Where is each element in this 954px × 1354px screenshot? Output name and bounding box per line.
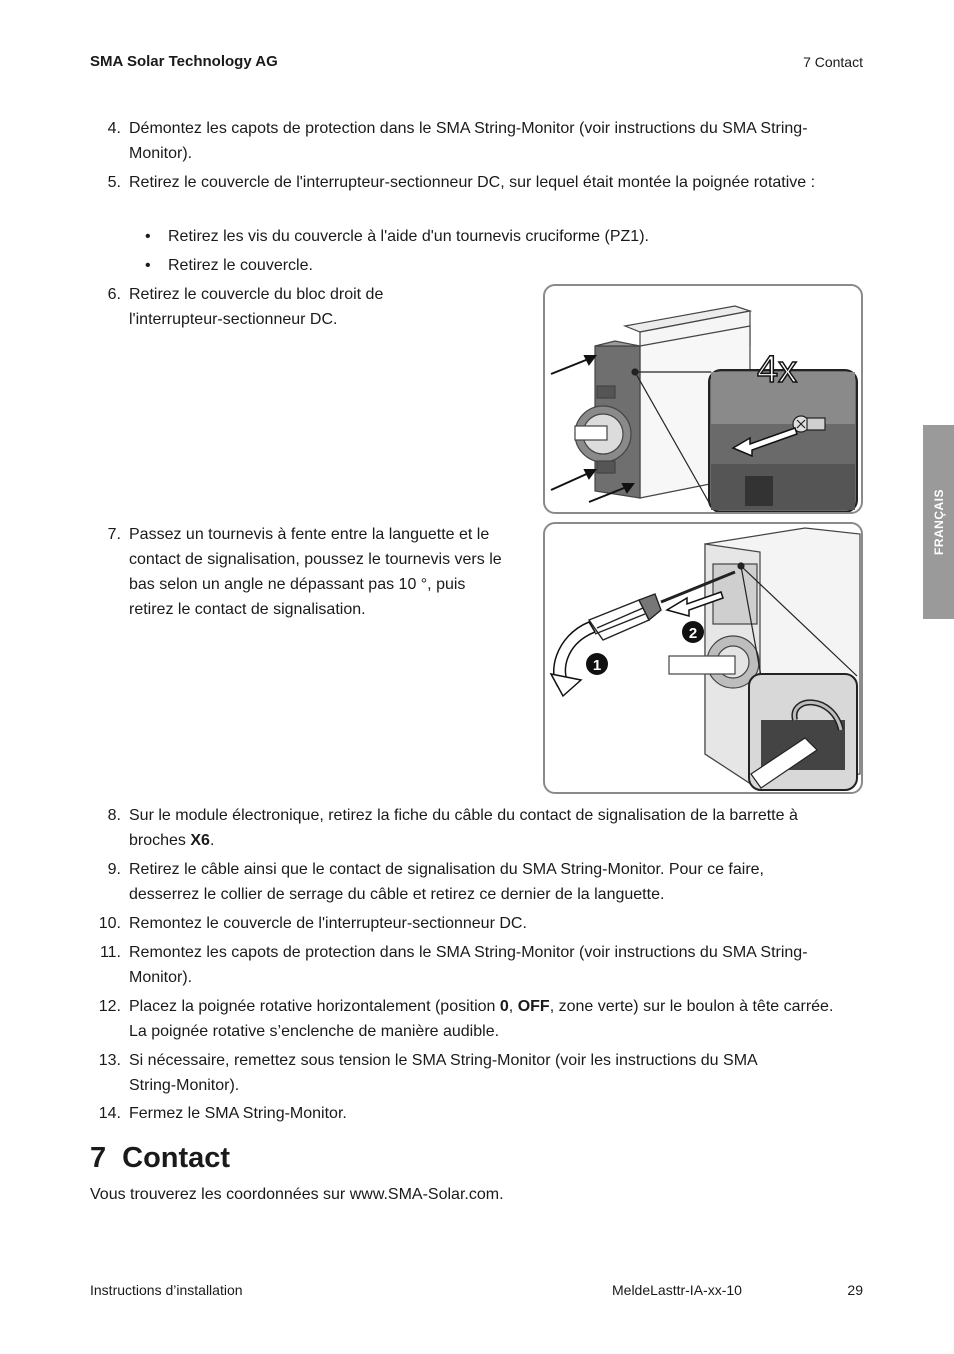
- step-5: [107, 170, 819, 195]
- step-text: Passez un tournevis à fente entre la languette et le contact de signalisation, poussez le tournevis vers le bas selon un angle ne dépassant pas 10 °, puis retirez le contact de signalisation.: [129, 526, 502, 618]
- section-title: Contact: [122, 1142, 231, 1174]
- step-text: Fermez le SMA String-Monitor.: [129, 1105, 347, 1122]
- step-text: Retirez le couvercle de l'interrupteur-sectionneur DC, sur lequel était montée la poignée rotative :: [129, 174, 816, 191]
- step-6: [107, 282, 429, 332]
- step-13: [98, 1048, 779, 1098]
- step-number: 4.: [107, 120, 121, 137]
- footer-doc-type: Instructions d’installation: [90, 1282, 243, 1298]
- bullet-text: Retirez les vis du couvercle à l'aide d'un tournevis cruciforme (PZ1).: [168, 228, 649, 245]
- step-12: [98, 994, 854, 1044]
- figure-signal-contact: [543, 522, 863, 794]
- step-text: , zone verte) sur le boulon à tête carrée. La poignée rotative s’enclenche de manière audible.: [129, 998, 834, 1040]
- figure-cover-removal: [543, 284, 863, 514]
- step-number: 12.: [98, 998, 121, 1015]
- step-11: [99, 940, 829, 990]
- language-tab: [923, 425, 954, 619]
- footer-doc-id: MeldeLasttr-IA-xx-10: [612, 1282, 742, 1298]
- pin-header-label: X6: [190, 832, 210, 849]
- marker-2-label: 2: [688, 625, 698, 642]
- step-text: Remontez le couvercle de l'interrupteur-sectionneur DC.: [129, 915, 527, 932]
- step-14: [98, 1101, 829, 1126]
- step-number: 9.: [107, 861, 121, 878]
- figure-signal-contact-drawing: [545, 524, 861, 792]
- section-heading: [90, 1142, 230, 1175]
- step-9: [107, 857, 834, 907]
- marker-1-label: 1: [592, 657, 602, 674]
- step-number: 6.: [107, 286, 121, 303]
- bullet-text: Retirez le couvercle.: [168, 257, 313, 274]
- step-10: [98, 911, 829, 936]
- step-7: [107, 522, 509, 622]
- step-text: Remontez les capots de protection dans le SMA String-Monitor (voir instructions du SMA String-Monitor).: [129, 944, 808, 986]
- header-company: SMA Solar Technology AG: [90, 53, 278, 70]
- step-text: Démontez les capots de protection dans le SMA String-Monitor (voir instructions du SMA String-Monitor).: [129, 120, 808, 162]
- step-number: 11.: [99, 944, 121, 961]
- position-value: 0: [499, 998, 509, 1015]
- bullet-dot: •: [145, 228, 151, 245]
- step-number: 10.: [98, 915, 121, 932]
- section-number: 7: [90, 1142, 107, 1174]
- step-text-end: .: [209, 832, 215, 849]
- step-number: 7.: [107, 526, 121, 543]
- bullet-dot: •: [145, 257, 151, 274]
- step-4: [107, 116, 829, 166]
- step-number: 5.: [107, 174, 121, 191]
- step-text: Retirez le câble ainsi que le contact de signalisation du SMA String-Monitor. Pour ce faire, desserrez le collier de serrage du câble et retirez ce dernier de la languette.: [129, 861, 764, 903]
- step-number: 13.: [98, 1052, 121, 1069]
- step-number: 8.: [107, 807, 121, 824]
- page-number: 29: [847, 1282, 863, 1298]
- step-number: 14.: [98, 1105, 121, 1122]
- contact-paragraph: Vous trouverez les coordonnées sur www.SMA-Solar.com.: [90, 1186, 504, 1203]
- step-8: [107, 803, 859, 853]
- language-tab-label: FRANÇAIS: [931, 489, 946, 555]
- figure-cover-removal-drawing: [545, 286, 861, 512]
- off-label: OFF: [517, 998, 550, 1015]
- step-text: Placez la poignée rotative horizontalement (position: [129, 998, 500, 1015]
- step-text: Sur le module électronique, retirez la fiche du câble du contact de signalisation de la barrette à broches: [129, 807, 798, 849]
- figure1-callout-label: 4x: [757, 349, 798, 391]
- step-text: ,: [508, 998, 518, 1015]
- step-text: Si nécessaire, remettez sous tension le SMA String-Monitor (voir les instructions du SMA String-Monitor).: [129, 1052, 757, 1094]
- header-section: 7 Contact: [803, 54, 863, 70]
- step-text: Retirez le couvercle du bloc droit de l'interrupteur-sectionneur DC.: [129, 286, 384, 328]
